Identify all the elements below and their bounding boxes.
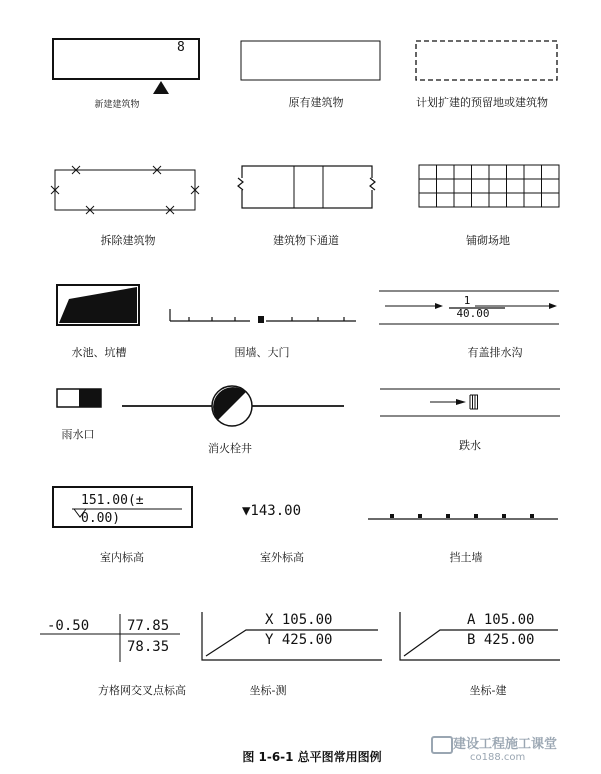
retaining-wall-label: 挡土墙 xyxy=(449,551,483,564)
new-building-label: 新建建筑物 xyxy=(94,100,140,110)
demolished-building-label: 拆除建筑物 xyxy=(100,234,156,247)
fire-hydrant-well-label: 消火栓井 xyxy=(208,442,252,455)
covered-drain-top-value: 1 xyxy=(463,294,471,307)
rain-inlet-label: 雨水口 xyxy=(61,428,95,441)
paved-area-label: 铺砌场地 xyxy=(466,234,510,247)
grid-elevation-left-value: -0.50 xyxy=(47,618,90,634)
reserved-site-label: 计划扩建的预留地或建筑物 xyxy=(416,96,548,109)
watermark-text: 建设工程施工课堂 xyxy=(453,737,558,752)
demolished-building-symbol xyxy=(50,162,204,218)
grid-elevation-right-bottom: 78.35 xyxy=(127,639,170,655)
pool-pit-symbol xyxy=(56,283,142,327)
existing-building-symbol xyxy=(240,40,382,82)
wall-gate-label: 围墙、大门 xyxy=(234,346,290,359)
grid-elevation-right-top: 77.85 xyxy=(127,618,170,634)
coord-build-line1: A 105.00 xyxy=(467,612,535,628)
underpass-symbol xyxy=(234,163,382,211)
fire-hydrant-well-symbol xyxy=(120,384,346,428)
outdoor-elevation-label: 室外标高 xyxy=(260,551,304,564)
outdoor-elevation-value: ▼143.00 xyxy=(242,503,302,519)
coord-build-label: 坐标-建 xyxy=(469,684,507,697)
underpass-label: 建筑物下通道 xyxy=(273,234,339,247)
indoor-elevation-value-top: 151.00(± xyxy=(81,493,144,508)
coord-survey-line2: Y 425.00 xyxy=(265,632,333,648)
paved-area-symbol xyxy=(418,164,562,210)
existing-building-label: 原有建筑物 xyxy=(288,96,344,109)
covered-drain-bottom-value: 40.00 xyxy=(456,307,490,320)
new-building-marker: 8 xyxy=(177,40,185,55)
drop-water-label: 跌水 xyxy=(459,439,481,452)
coord-survey-line1: X 105.00 xyxy=(265,612,333,628)
coord-build-line2: B 425.00 xyxy=(467,632,535,648)
watermark-logo-icon xyxy=(431,736,453,754)
drop-water-symbol xyxy=(378,386,562,420)
figure-caption: 图 1-6-1 总平图常用图例 xyxy=(242,750,382,764)
indoor-elevation-value-bottom: 0.00) xyxy=(81,511,121,526)
reserved-site-symbol xyxy=(415,40,559,82)
covered-drain-label: 有盖排水沟 xyxy=(467,346,523,359)
grid-elevation-label: 方格网交叉点标高 xyxy=(98,684,186,697)
coord-survey-label: 坐标-测 xyxy=(249,684,287,697)
wall-gate-symbol xyxy=(166,306,358,326)
retaining-wall-symbol xyxy=(366,510,560,524)
watermark-sub: co188.com xyxy=(470,752,526,763)
pool-pit-label: 水池、坑槽 xyxy=(71,346,127,359)
indoor-elevation-label: 室内标高 xyxy=(100,551,144,564)
rain-inlet-symbol xyxy=(56,387,104,411)
